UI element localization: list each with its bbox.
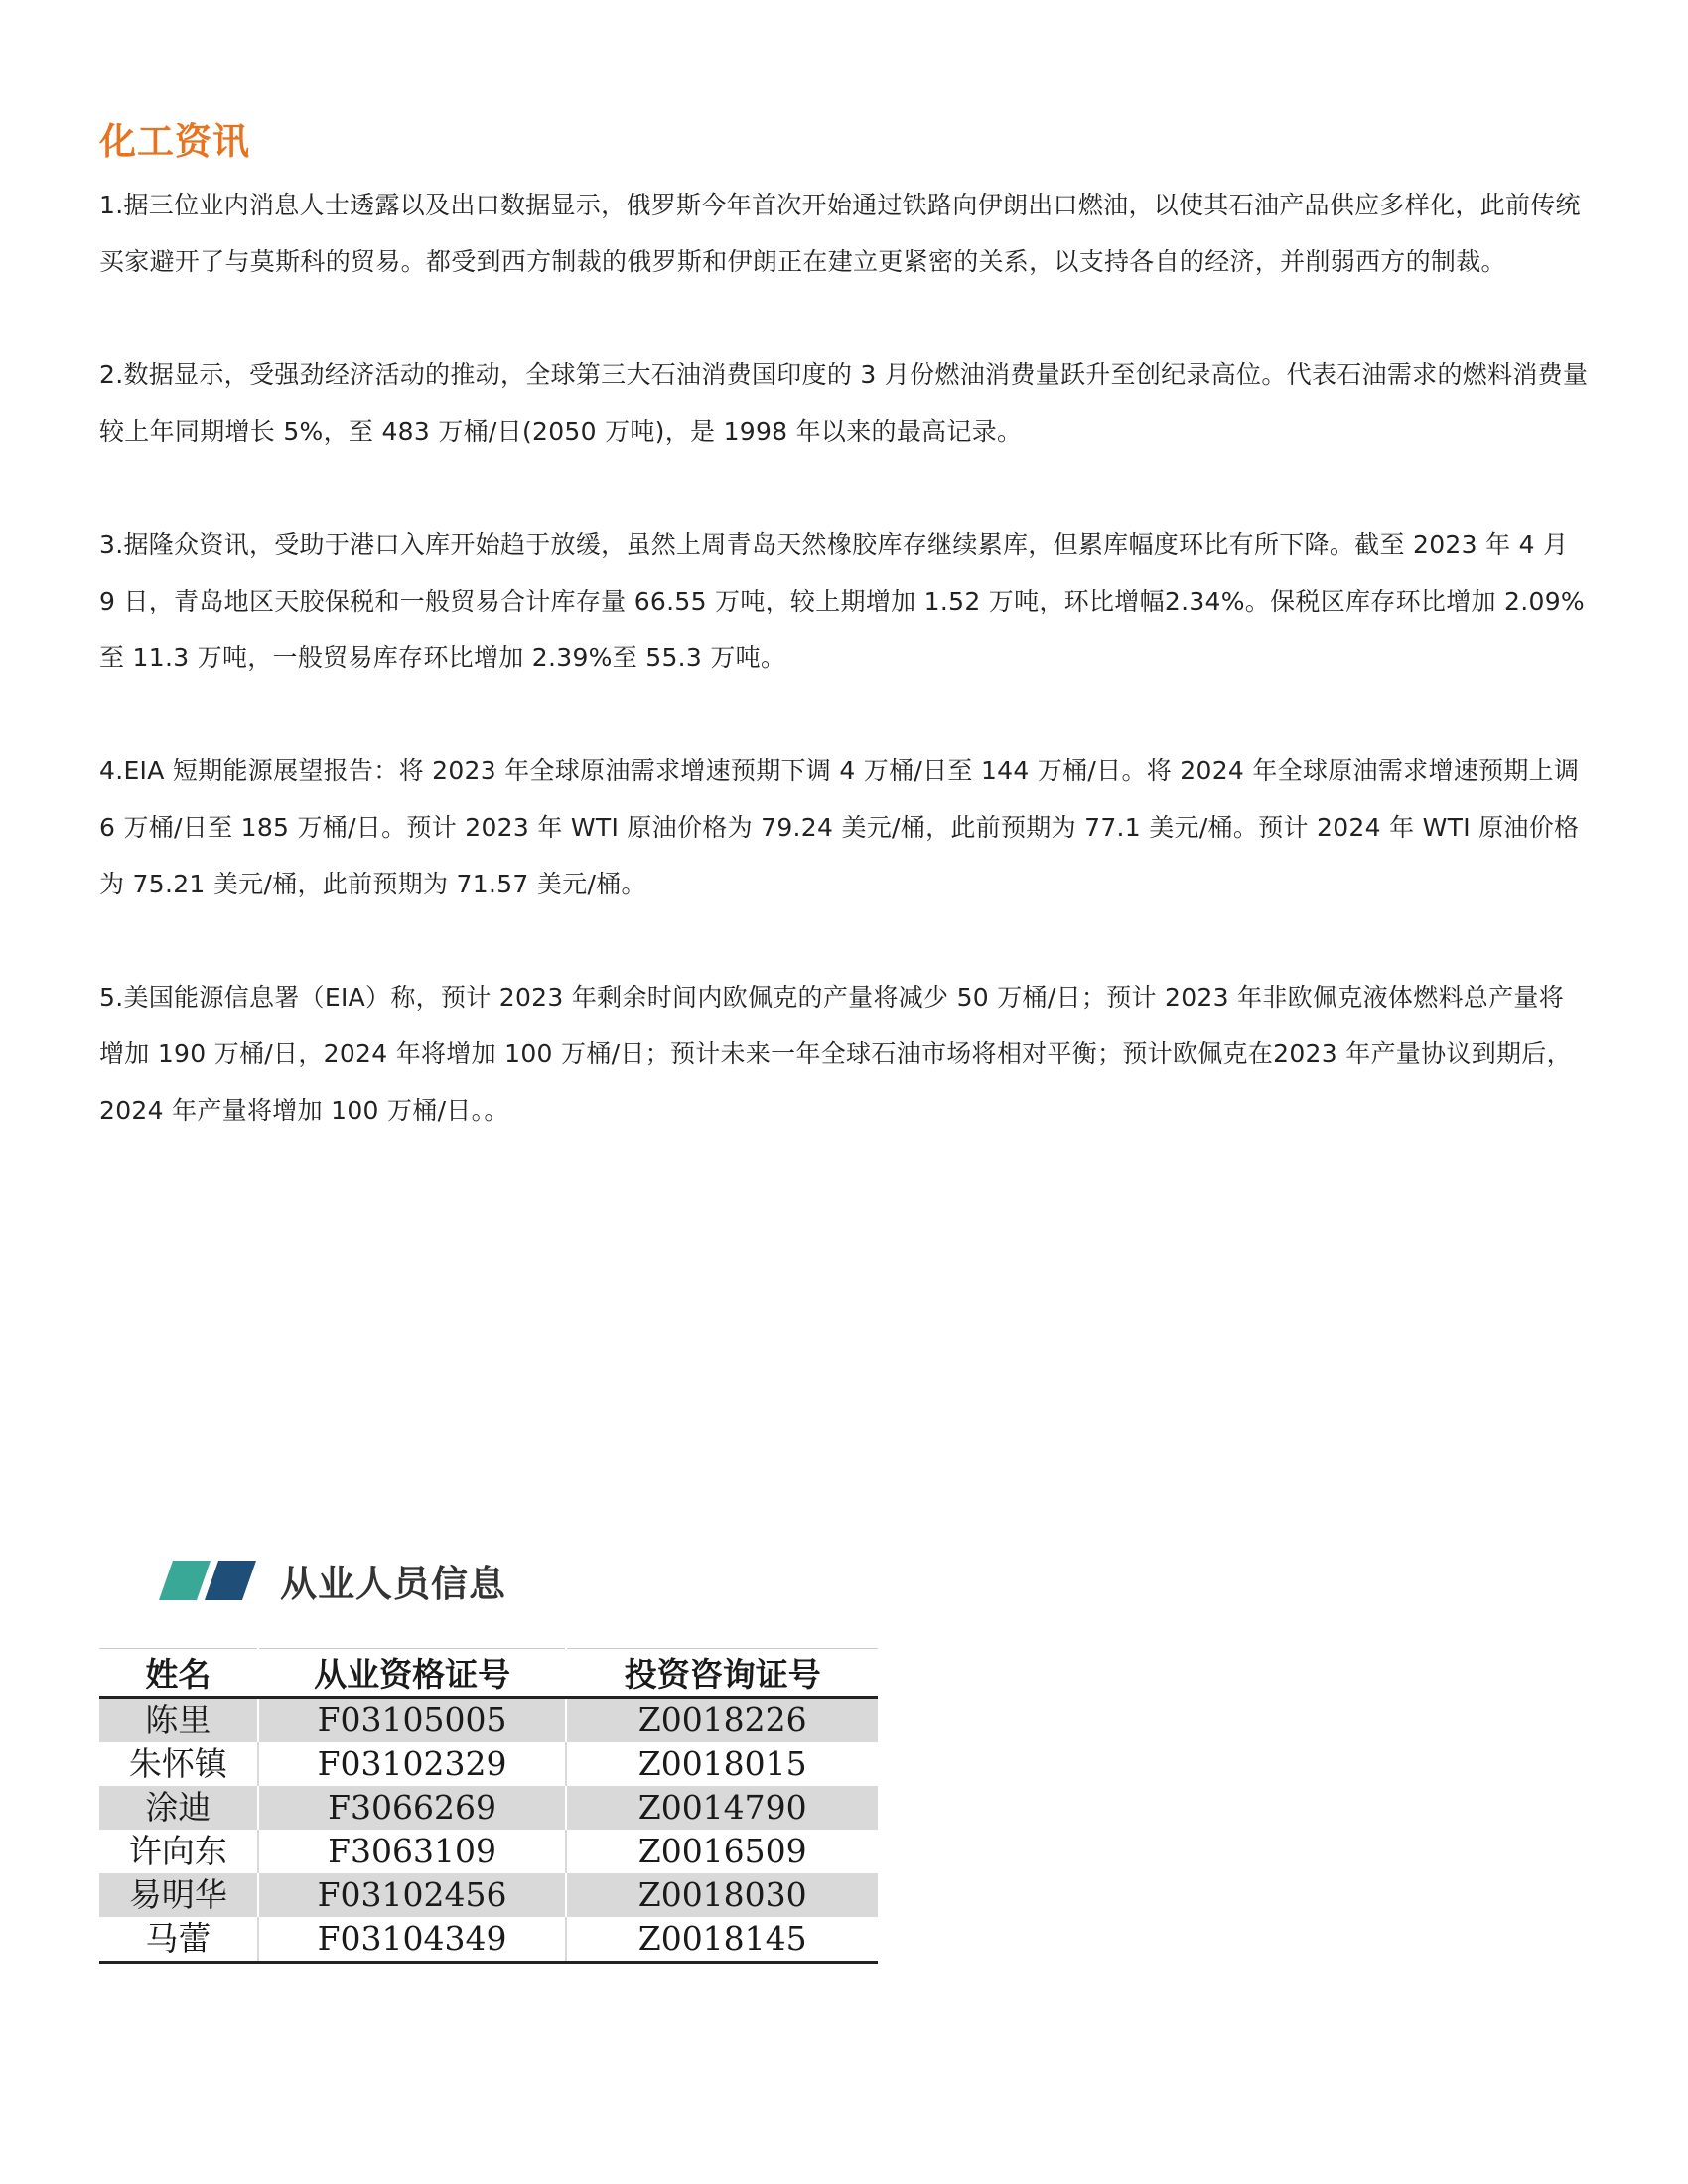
cell-qualification-no: F03102456: [258, 1873, 567, 1917]
news-item-1: 1.据三位业内消息人士透露以及出口数据显示，俄罗斯今年首次开始通过铁路向伊朗出口燃油，以使其石油产品供应多样化，此前传统买家避开了与莫斯科的贸易。都受到西方制裁的俄罗斯和伊朗正在建立更紧密的关系，以支持各自的经济，并削弱西方的制裁。: [99, 191, 1581, 276]
staff-table: [99, 1648, 878, 1964]
staff-section-title: 从业人员信息: [280, 1563, 506, 1605]
news-section-title: 化工资讯: [99, 120, 250, 163]
cell-name: 朱怀镇: [99, 1742, 258, 1786]
table-row: [99, 1873, 878, 1917]
column-header-qualification-no: 从业资格证号: [258, 1649, 567, 1698]
cell-consulting-no: Z0018015: [566, 1742, 878, 1786]
cell-name: 许向东: [99, 1830, 258, 1873]
table-header-row: [99, 1649, 878, 1698]
cell-qualification-no: F3063109: [258, 1830, 567, 1873]
cell-consulting-no: Z0018145: [566, 1917, 878, 1963]
cell-qualification-no: F03102329: [258, 1742, 567, 1786]
cell-qualification-no: F03105005: [258, 1698, 567, 1743]
news-item-2: 2.数据显示，受强劲经济活动的推动，全球第三大石油消费国印度的 3 月份燃油消费量跃升至创纪录高位。代表石油需求的燃料消费量较上年同期增长 5%，至 483 万桶/日(2050 万吨)，是 1998 年以来的最高记录。: [99, 360, 1589, 446]
table-row: [99, 1786, 878, 1830]
table-row: [99, 1742, 878, 1786]
cell-qualification-no: F03104349: [258, 1917, 567, 1963]
column-header-consulting-no: 投资咨询证号: [566, 1649, 878, 1698]
cell-qualification-no: F3066269: [258, 1786, 567, 1830]
cell-name: 陈里: [99, 1698, 258, 1743]
cell-name: 马蕾: [99, 1917, 258, 1963]
table-row: [99, 1830, 878, 1873]
table-row: [99, 1698, 878, 1743]
cell-name: 易明华: [99, 1873, 258, 1917]
news-item-4: 4.EIA 短期能源展望报告：将 2023 年全球原油需求增速预期下调 4 万桶/日至 144 万桶/日。将 2024 年全球原油需求增速预期上调 6 万桶/日至 185 万桶/日。预计 2023 年 WTI 原油价格为 79.24 美元/桶，此前预期为 77.1 美元/桶。预计 2024 年 WTI 原油价格为 75.21 美元/桶，此前预期为 71.57 美元/桶。: [99, 756, 1580, 898]
section-logo-icon: [159, 1559, 258, 1602]
news-list: [99, 177, 1589, 1195]
news-item-5: 5.美国能源信息署（EIA）称，预计 2023 年剩余时间内欧佩克的产量将减少 50 万桶/日；预计 2023 年非欧佩克液体燃料总产量将增加 190 万桶/日，2024 年将增加 100 万桶/日；预计未来一年全球石油市场将相对平衡；预计欧佩克在2023 年产量协议到期后，2024 年产量将增加 100 万桶/日。。: [99, 983, 1572, 1125]
column-header-name: 姓名: [99, 1649, 258, 1698]
cell-consulting-no: Z0016509: [566, 1830, 878, 1873]
table-row: [99, 1917, 878, 1963]
cell-consulting-no: Z0014790: [566, 1786, 878, 1830]
news-item-3: 3.据隆众资讯，受助于港口入库开始趋于放缓，虽然上周青岛天然橡胶库存继续累库，但累库幅度环比有所下降。截至 2023 年 4 月 9 日，青岛地区天胶保税和一般贸易合计库存量 66.55 万吨，较上期增加 1.52 万吨，环比增幅2.34%。保税区库存环比增加 2.09%至 11.3 万吨，一般贸易库存环比增加 2.39%至 55.3 万吨。: [99, 530, 1585, 672]
staff-section-header: [159, 1551, 506, 1610]
cell-consulting-no: Z0018030: [566, 1873, 878, 1917]
cell-name: 涂迪: [99, 1786, 258, 1830]
cell-consulting-no: Z0018226: [566, 1698, 878, 1743]
